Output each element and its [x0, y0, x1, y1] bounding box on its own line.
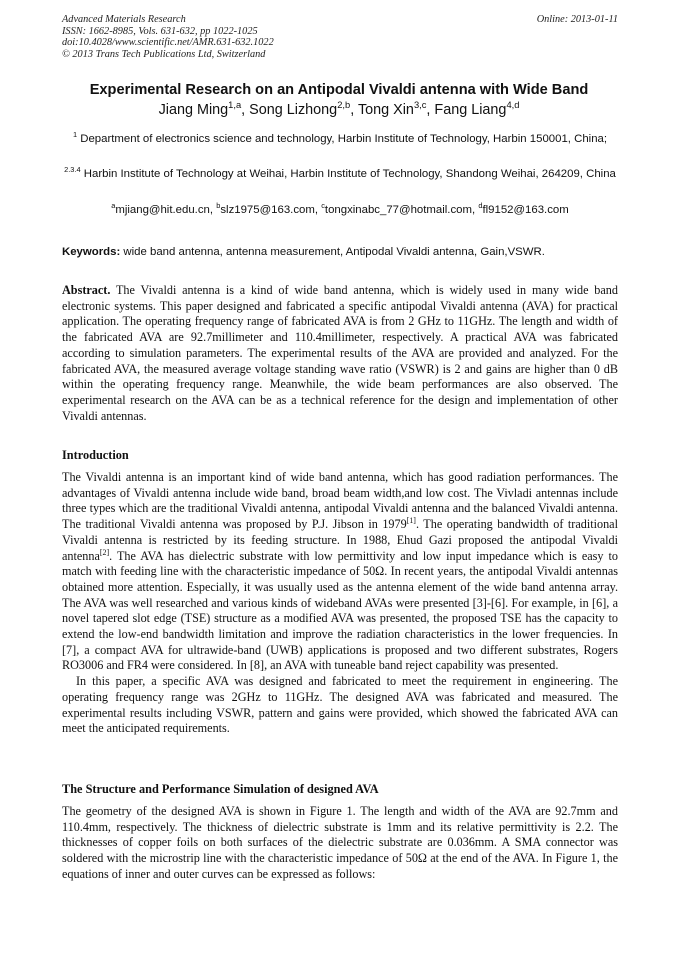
author-name: Jiang Ming [158, 102, 229, 118]
email-superscript: a [111, 201, 116, 211]
structure-paragraph: The geometry of the designed AVA is shown in Figure 1. The length and width of the AVA are 92.7mm and 110.4mm, respectively. The thickness of dielectric substrate is 1mm and its relative permittivity is 2.2. The thicknesses of copper foils on both surfaces of the dielectric substrate are 0.036mm. A SMA connector was soldered with the microstrip line with the characteristic impedance of 50Ω at the end of the AVA. In Figure 1, the equations of inner and outer curves can be expressed as follows: [62, 804, 618, 881]
paper-title: Experimental Research on an Antipodal Vivaldi antenna with Wide Band [89, 82, 589, 98]
email-superscript: d [478, 201, 483, 211]
email-address: mjiang@hit.edu.cn [115, 204, 210, 216]
email-superscript: b [216, 201, 221, 211]
author-superscript: 2,b [337, 100, 351, 111]
email-superscript: c [321, 201, 325, 211]
journal-header [62, 14, 618, 60]
email-address: slz1975@163.com [220, 204, 315, 216]
citation-ref: [1] [406, 516, 416, 526]
keywords-text: wide band antenna, antenna measurement, Antipodal Vivaldi antenna, Gain,VSWR. [123, 246, 545, 258]
citation-ref: [2] [99, 547, 110, 557]
affiliation-text: Harbin Institute of Technology at Weihai, Harbin Institute of Technology, Shandong Weihai, 264209, China [83, 168, 616, 180]
keywords [62, 245, 618, 260]
email-list: $^a$mjiang@hit.edu.cn, $^b$slz1975@163.com, $^c$tongxinabc_77@hotmail.com, $^d$fl9152@163.com [111, 201, 569, 216]
journal-name: Advanced Materials Research [62, 14, 186, 25]
affiliation-superscript: 2.3.4 [64, 165, 81, 175]
author-name: Song Lizhong [249, 102, 338, 118]
issn-line: ISSN: 1662-8985, Vols. 631-632, pp 1022-1025 [62, 25, 258, 37]
author-superscript: 4,d [506, 100, 520, 111]
paragraph-text: . The AVA has dielectric substrate with low permittivity and low input impedance which is easy to match with feeding line with the characteristic impedance of 50Ω. In recent years, the antipodal Vivaldi antennas obtained more attention. Especially, it was usually used as the antenna element of the wide band antenna array. The AVA was well researched and various kinds of wideband AVAs were presented [3]-[6]. For example, in [6], a novel tapered slot edge (TSE) structure as a modified AVA was presented, the proposed TSE has the capacity to extend the low-end bandwidth limitation and improve the radiation characteristics in the lower frequencies. In [7], a compact AVA for ultrawide-band (UWB) applications is proposed and two different substrates, Rogers RO3006 and FR4 were considered. In [8], an AVA with tuneable band reject capability was presented. [62, 548, 618, 673]
author-list: Jiang Ming$^{1,a}$, Song Lizhong$^{2,b}$, Tong Xin$^{3,c}$, Fang Liang$^{4,d}$ [158, 100, 520, 118]
abstract-label: Abstract. [62, 283, 111, 297]
email-address: fl9152@163.com [482, 204, 569, 216]
paragraph-text: The Vivaldi antenna is an important kind of wide band antenna, which has good radiation performances. The advantages of Vivaldi antenna include wide band, broad beam width,and low cost. The Vivladi antennas include three types which are the traditional Vivaldi antenna, antipodal Vivaldi antenna and the balanced Vivaldi antenna. The traditional Vivaldi antenna was proposed by P.J. Jibson in 1979 [62, 470, 618, 532]
structure-heading: The Structure and Performance Simulation of designed AVA [62, 782, 379, 796]
email-address: tongxinabc_77@hotmail.com [324, 204, 472, 216]
paragraph-text: . The operating bandwidth of traditional Vivaldi antenna is restricted by its feeding structure. In 1988, Ehud Gazi proposed the antipodal Vivaldi antenna [62, 517, 618, 563]
author-superscript: 1,a [228, 100, 242, 111]
author-superscript: 3,c [413, 100, 427, 111]
introduction-paragraph-2: In this paper, a specific AVA was designed and fabricated to meet the requirement in engineering. The operating frequency range was 2GHz to 11GHz. The designed AVA was fabricated and measured. The experimental results including VSWR, pattern and gains were provided, which showed the fabricated AVA can meet the anticipated requirements. [62, 674, 618, 736]
keywords-label: Keywords: [62, 246, 121, 258]
affiliation-text: Department of electronics science and technology, Harbin Institute of Technology, Harbin 150001, China; [80, 133, 608, 145]
online-date: Online: 2013-01-11 [536, 14, 618, 25]
introduction-paragraph-1 [62, 470, 618, 674]
affiliation-2 [62, 167, 618, 183]
copyright-line: © 2013 Trans Tech Publications Ltd, Switzerland [62, 48, 266, 60]
abstract [62, 283, 618, 424]
doi-line: doi:10.4028/www.scientific.net/AMR.631-632.1022 [62, 37, 274, 49]
abstract-text: The Vivaldi antenna is a kind of wide band antenna, which is widely used in many wide band electronic systems. This paper designed and fabricated a specific antipodal Vivaldi antenna (AVA) for practical application. The operating frequency range of fabricated AVA is from 2 GHz to 11GHz. The length and width of the fabricated AVA are 92.7millimeter and 110.4millimeter, respectively. A practical AVA was fabricated according to simulation parameters. The experimental results of the AVA are provided and analyzed. For the fabricated AVA, the measured average voltage standing wave ratio (VSWR) is 2 and gains are higher than 0 dB within the operating frequency range. Meanwhile, the wide beam performances are also observed. The experimental research on the AVA can be as a technical reference for the design and implementation of other Vivaldi antennas. [62, 283, 618, 423]
affiliation-1 [62, 132, 618, 148]
introduction-body [62, 470, 618, 737]
affiliation-superscript: 1 [72, 130, 78, 140]
author-name: Tong Xin [357, 102, 414, 118]
author-name: Fang Liang [434, 102, 507, 118]
introduction-heading: Introduction [62, 448, 129, 462]
